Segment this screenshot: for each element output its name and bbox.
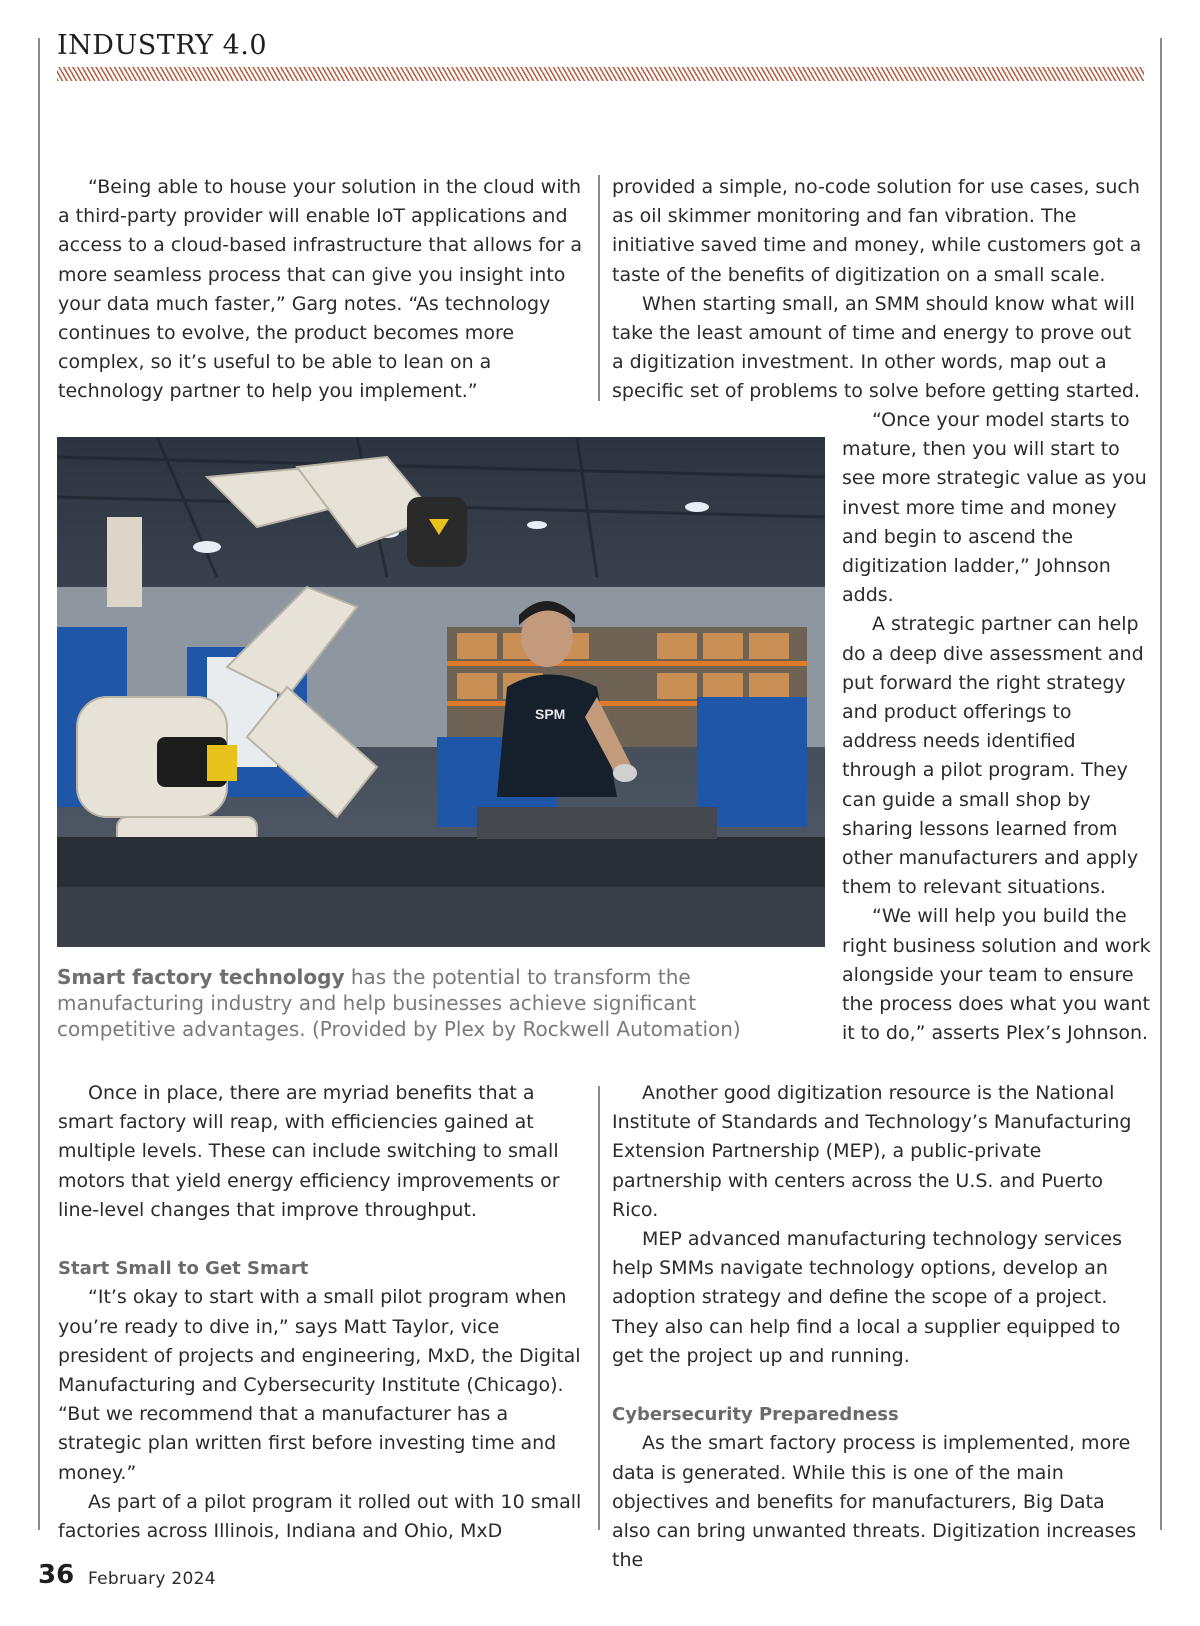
subheading-cybersecurity: Cybersecurity Preparedness: [612, 1404, 899, 1426]
shirt-logo: SPM: [535, 706, 566, 722]
column-divider-bottom: [598, 1086, 600, 1530]
column-bottom-right: [612, 1079, 1148, 1575]
column-beside-photo: [842, 406, 1152, 1048]
factory-robot-photo: [57, 437, 825, 947]
subheading-start-small: Start Small to Get Smart: [58, 1258, 309, 1280]
paragraph: As part of a pilot program it rolled out with 10 small factories across Illinois, Indiana and Ohio, MxD: [58, 1490, 582, 1543]
column-divider-top: [598, 175, 600, 401]
paragraph: When starting small, an SMM should know what will take the least amount of time and energy to prove out a digitization investment. In other words, map out a specific set of problems to solve before getting started.: [612, 292, 1141, 403]
caption-text: has the potential to transform the manufacturing industry and help businesses achieve significant competitive advantages. (Provided by Plex by Rockwell Automation): [57, 965, 741, 1041]
caption-lead: Smart factory technology: [57, 965, 345, 989]
paragraph: provided a simple, no-code solution for use cases, such as oil skimmer monitoring and fan vibration. The initiative saved time and money, while customers got a taste of the benefits of digitization on a small scale.: [612, 176, 1142, 286]
right-page-rule: [1160, 38, 1162, 1530]
paragraph: Another good digitization resource is the National Institute of Standards and Technology’s Manufacturing Extension Partnership (MEP), a public-private partnership with centers across the U.S. and Puerto Rico.: [612, 1082, 1132, 1221]
issue-date: February 2024: [88, 1569, 216, 1589]
paragraph: A strategic partner can help do a deep dive assessment and put forward the right strategy and product offerings to address needs identified through a pilot program. They can guide a small shop by sharing lessons learned from other manufacturers and apply them to relevant situations.: [842, 613, 1144, 899]
paragraph: MEP advanced manufacturing technology services help SMMs navigate technology options, develop an adoption strategy and define the scope of a project. They also can help find a local a supplier equipped to get the project up and running.: [612, 1228, 1123, 1367]
column-bottom-left: [58, 1079, 592, 1546]
paragraph: Once in place, there are myriad benefits that a smart factory will reap, with efficiencies gained at multiple levels. These can include switching to small motors that yield energy efficiency improvements or line-level changes that improve throughput.: [58, 1082, 560, 1221]
paragraph: “We will help you build the right business solution and work alongside your team to ensure the process does what you want it to do,” asserts Plex’s Johnson.: [842, 905, 1151, 1045]
photo-caption: [57, 964, 817, 1042]
decorative-hatch-bar: [57, 67, 1144, 81]
page-number: 36: [38, 1560, 75, 1590]
paragraph: “Once your model starts to mature, then you will start to see more strategic value as you invest more time and money and begin to ascend the digitization ladder,” Johnson adds.: [842, 409, 1147, 607]
left-page-rule: [38, 38, 40, 1530]
section-title: INDUSTRY 4.0: [57, 30, 268, 61]
column-top-left: [58, 173, 592, 407]
paragraph: “It’s okay to start with a small pilot program when you’re ready to dive in,” says Matt Taylor, vice president of projects and engineering, MxD, the Digital Manufacturing and Cybersecurity Institute (Chicago). “But we recommend that a manufacturer has a strategic plan written first before investing time and money.”: [58, 1286, 581, 1484]
column-top-right: [612, 173, 1148, 407]
paragraph: As the smart factory process is implemented, more data is generated. While this is one of the main objectives and benefits for manufacturers, Big Data also can bring unwanted threats. Digitization increases the: [612, 1432, 1137, 1572]
paragraph: “Being able to house your solution in the cloud with a third-party provider will enable IoT applications and access to a cloud-based infrastructure that allows for a more seamless process that can give you insight into your data much faster,” Garg notes. “As technology continues to evolve, the product becomes more complex, so it’s useful to be able to lean on a technology partner to help you implement.”: [58, 176, 583, 403]
